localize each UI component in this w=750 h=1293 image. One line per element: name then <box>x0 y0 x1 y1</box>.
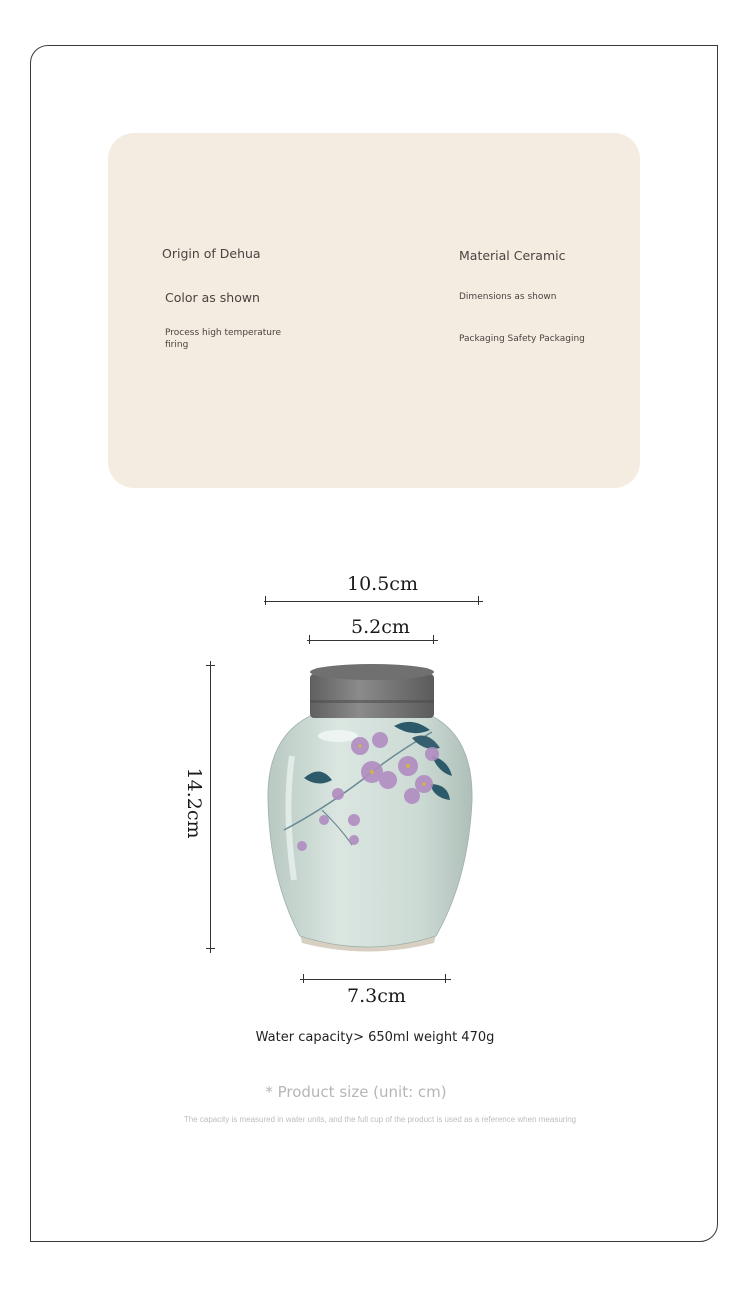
outer-width-tick-right <box>478 596 479 605</box>
jar-body <box>268 710 472 947</box>
spec-material: Material Ceramic <box>459 248 566 263</box>
lid-width-tick-left <box>309 635 310 644</box>
jar-illustration <box>262 660 478 956</box>
outer-width-tick-left <box>265 596 266 605</box>
outer-width-label: 10.5cm <box>347 573 418 595</box>
spec-origin: Origin of Dehua <box>162 246 261 261</box>
spec-process: Process high temperature firing <box>165 328 282 350</box>
capacity-text: Water capacity> 650ml weight 470g <box>255 1030 495 1045</box>
base-width-tick-left <box>303 974 304 983</box>
note-subtitle: The capacity is measured in water units, and the full cup of the product is used as a reference when measuring <box>183 1115 577 1124</box>
base-width-label: 7.3cm <box>347 985 406 1007</box>
jar-lid <box>310 674 434 718</box>
spec-packaging: Packaging Safety Packaging <box>459 334 585 344</box>
height-tick-top <box>206 665 215 666</box>
height-label: 14.2cm <box>183 767 205 839</box>
lid-width-label: 5.2cm <box>351 616 410 638</box>
base-width-tick-right <box>445 974 446 983</box>
height-line <box>210 661 211 953</box>
spec-dimensions: Dimensions as shown <box>459 292 557 302</box>
outer-width-line <box>264 601 483 602</box>
spec-card <box>108 133 640 488</box>
note-title: * Product size (unit: cm) <box>265 1083 447 1101</box>
lid-width-line <box>307 640 438 641</box>
spec-color: Color as shown <box>165 290 260 305</box>
lid-width-tick-right <box>433 635 434 644</box>
base-width-line <box>300 979 451 980</box>
height-tick-bottom <box>206 948 215 949</box>
